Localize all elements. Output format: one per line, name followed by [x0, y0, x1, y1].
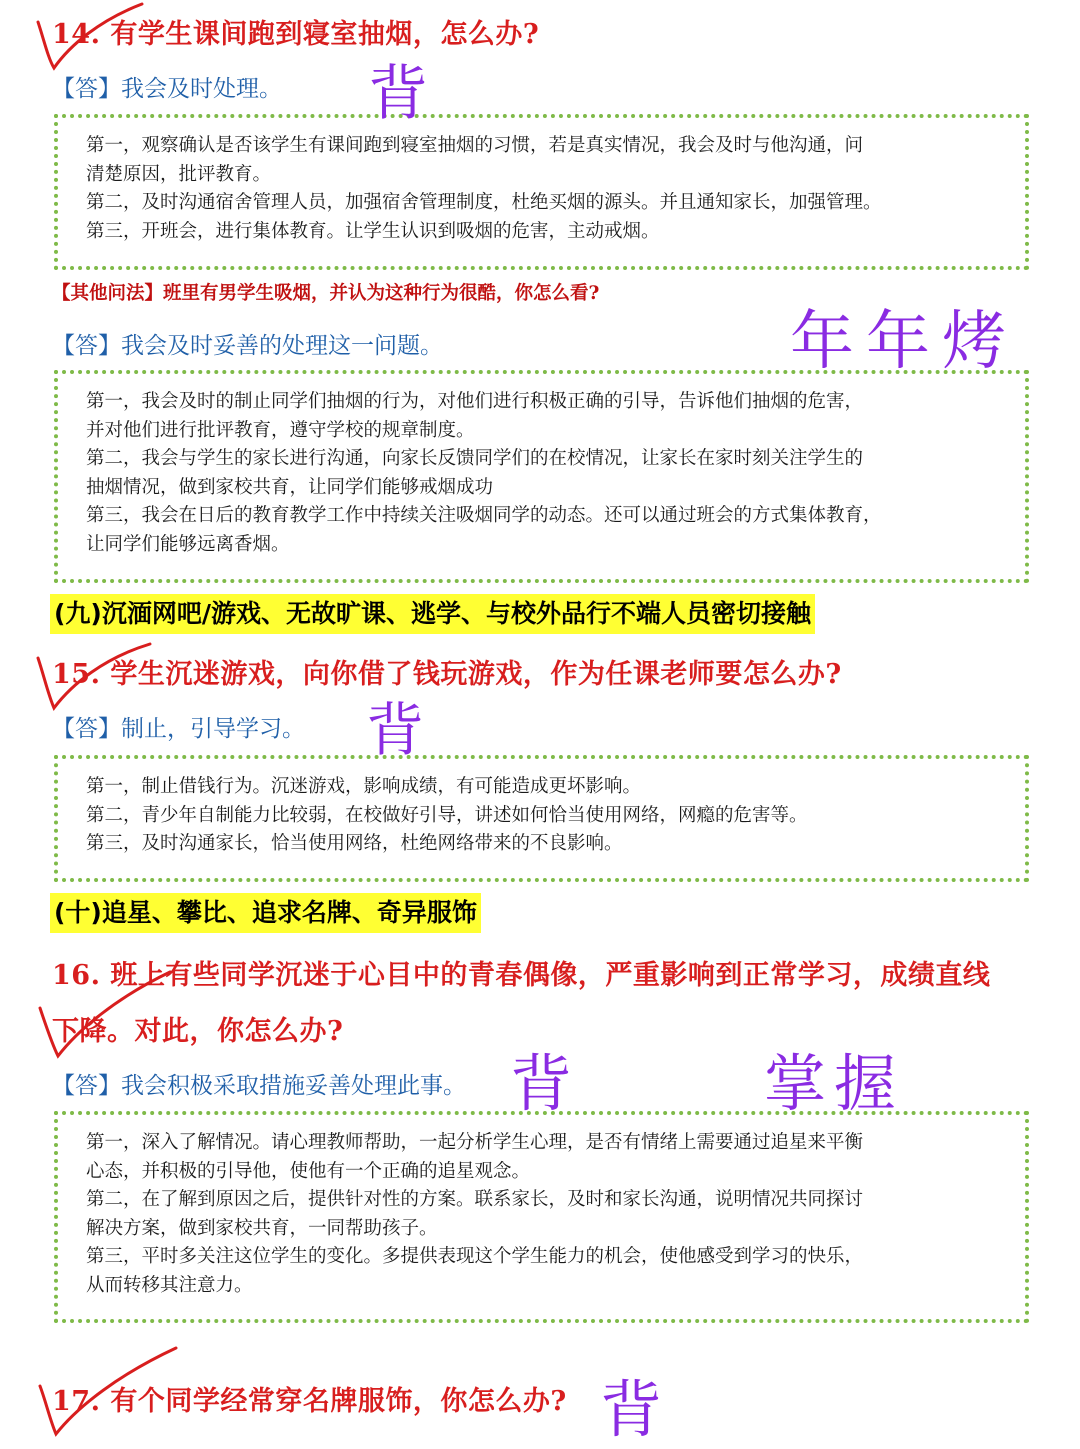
question-17: 17. 有个同学经常穿名牌服饰，你怎么办? [52, 1386, 567, 1417]
answer-line: 清楚原因，批评教育。 [86, 163, 272, 185]
answer-line: 第二，青少年自制能力比较弱，在校做好引导，讲述如何恰当使用网络，网瘾的危害等。 [86, 804, 808, 826]
handwritten-bei: 背 [366, 696, 425, 764]
answer-line: 第三，及时沟通家长，恰当使用网络，杜绝网络带来的不良影响。 [86, 833, 623, 854]
section-heading-9: (九)沉湎网吧/游戏、无故旷课、逃学、与校外品行不端人员密切接触 [50, 594, 815, 634]
check-mark-icon [30, 636, 160, 720]
handwritten-bei: 背 [600, 1373, 663, 1446]
answer-line: 第三，开班会，进行集体教育。让学生认识到吸烟的危害，主动戒烟。 [86, 220, 660, 242]
answer-14: 【答】我会及时处理。 [52, 76, 282, 102]
answer-line: 抽烟情况，做到家校共育，让同学们能够戒烟成功 [86, 476, 494, 498]
section-heading-10: (十)追星、攀比、追求名牌、奇异服饰 [50, 893, 481, 933]
answer-line: 第三，平时多关注这位学生的变化。多提供表现这个学生能力的机会，使他感受到学习的快乐， [86, 1246, 864, 1267]
answer-line: 从而转移其注意力。 [86, 1274, 253, 1296]
answer-line: 第二，及时沟通宿舍管理人员，加强宿舍管理制度，杜绝买烟的源头。并且通知家长，加强管理。 [86, 192, 882, 213]
check-mark-icon [30, 1346, 180, 1440]
answer-line: 第一，观察确认是否该学生有课间跑到寝室抽烟的习惯，若是真实情况，我会及时与他沟通，问 [86, 135, 864, 156]
answer-line: 解决方案，做到家校共育，一同帮助孩子。 [86, 1217, 438, 1239]
answer-box-15 [54, 755, 1029, 882]
answer-line: 第一，我会及时的制止同学们抽烟的行为，对他们进行积极正确的引导，告诉他们抽烟的危害， [86, 391, 864, 412]
answer-15: 【答】制止，引导学习。 [52, 716, 305, 742]
question-15: 15. 学生沉迷游戏，向你借了钱玩游戏，作为任课老师要怎么办? [52, 659, 842, 690]
question-14: 14. 有学生课间跑到寝室抽烟，怎么办? [52, 19, 540, 50]
answer-16: 【答】我会积极采取措施妥善处理此事。 [52, 1073, 466, 1099]
answer-line: 心态，并积极的引导他，使他有一个正确的追星观念。 [86, 1160, 531, 1182]
check-mark-icon [30, 0, 150, 80]
handwritten-niannianlao: 年年烤 [790, 305, 1018, 379]
question-16-line2: 下降。对此，你怎么办? [52, 1016, 344, 1047]
other-question: 【其他问法】班里有男学生吸烟，并认为这种行为很酷，你怎么看? [52, 283, 600, 304]
handwritten-bei: 背 [368, 59, 428, 129]
answer-line: 第一，深入了解情况。请心理教师帮助，一起分析学生心理，是否有情绪上需要通过追星来平衡 [86, 1132, 864, 1153]
answer-box-other [54, 370, 1029, 583]
question-16-line1: 16. 班上有些同学沉迷于心目中的青春偶像，严重影响到正常学习，成绩直线 [52, 960, 991, 991]
answer-box-16 [54, 1111, 1029, 1323]
other-answer: 【答】我会及时妥善的处理这一问题。 [52, 333, 443, 359]
check-mark-icon [30, 964, 180, 1064]
answer-line: 第二，我会与学生的家长进行沟通，向家长反馈同学们的在校情况，让家长在家时刻关注学生的 [86, 448, 864, 469]
answer-line: 并对他们进行批评教育，遵守学校的规章制度。 [86, 419, 475, 441]
handwritten-bei: 背 [510, 1047, 573, 1120]
answer-line: 第三，我会在日后的教育教学工作中持续关注吸烟同学的动态。还可以通过班会的方式集体教育， [86, 505, 882, 526]
answer-line: 第二，在了解到原因之后，提供针对性的方案。联系家长，及时和家长沟通，说明情况共同探讨 [86, 1189, 864, 1210]
answer-line: 第一，制止借钱行为。沉迷游戏，影响成绩，有可能造成更坏影响。 [86, 776, 642, 797]
answer-line: 让同学们能够远离香烟。 [86, 533, 290, 555]
answer-box-14 [54, 114, 1029, 270]
handwritten-zhangwo: 掌握 [764, 1047, 905, 1120]
